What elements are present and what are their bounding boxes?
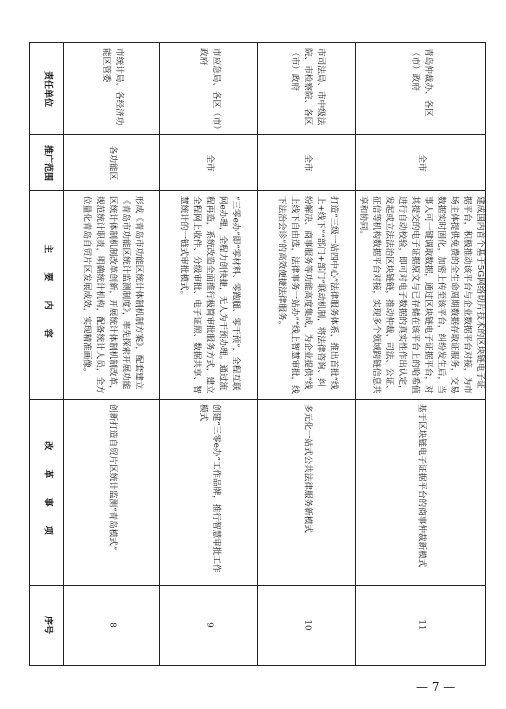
header-no: 序号 [30,585,64,665]
cell-no-row-9: 9 [160,585,258,665]
cell-no-row-10: 10 [258,585,356,665]
header-item: 改 革 事 项 [30,399,64,585]
header-scope: 推广范围 [30,135,64,191]
cell-item-row-9: 创建“三零e办”工作品牌，推行智慧审批工作模式 [160,399,258,585]
page-number: — 7 — [416,680,456,694]
cell-unit-row-9: 市应急局、各区（市）政府 [160,43,258,135]
cell-scope-row-8: 各功能区 [64,135,160,191]
cell-content-row-11: 建成国内首个基于5G网络切片技术的区块链电子证据平台，积极推动该平台与企业数据平台对接，为市场主体提供免费的全生命周期数据存取证服务，交易数据实时固化，加密上传至该平台，纠纷发生后，当事人可一键调取数据，通过区块链电子证据平台，对其提交的电子证据原文与已存储在该平台上的哈希值进行自动校验，即可对电子数据的真实性作出认定，发起或立法法治区块链链，推动仲裁、司法、公证、征信等机构数据平台对接，实现多个领域跨链信息共享和协同。 [356,191,486,399]
cell-scope-row-11: 全市 [356,135,486,191]
cell-no-row-11: 11 [356,585,486,665]
cell-scope-row-9: 全市 [160,135,258,191]
cell-item-row-11: 基于区块链电子证据平台的商事仲裁新模式 [356,399,486,585]
cell-item-row-10: 多元化一站式公共法律服务新模式 [258,399,356,585]
cell-unit-row-11: 青岛仲裁办、各区（市）政府 [356,43,486,135]
cell-unit-row-10: 市司法局、市中级法院、市检察院、各区（市）政府 [258,43,356,135]
header-content: 主 要 内 容 [30,191,64,399]
cell-content-row-9: “三零e办”即“零材料、零跑腿、零干预”，全程互联网e办理，全程力创快捷，无人为干预办理。通过流程再造，系统改造全面推行极简审批服务方式，建立全程网上收件、分级审批、电子证照、数据共享、智慧统计的一链式审批模式。 [160,191,258,399]
cell-item-row-8: 创新打造自贸片区统计监测“青岛模式” [64,399,160,585]
cell-scope-row-10: 全市 [258,135,356,191]
cell-content-row-10: 打造“三级一站四中心”法律服务体系，推出首批“线上+线下”“部门+部门”联动机制，将法律咨询、纠纷解决、商事服务等功能高度集成，为企业提供“线上线下自由选，法律事务一站办”“线上智慧审批，线下法治会诊”的高效便捷法律服务。 [258,191,356,399]
header-unit: 责任单位 [30,43,64,135]
cell-no-row-8: 8 [64,585,160,665]
reform-table [29,42,486,666]
cell-content-row-8: 形成《青岛市功能区统计体制机制方案》，配套建立《青岛市功能区统计监测制度》，率先探索开展功能区统计体制机制改革创新，开展统计体制机制改革，规范统计职责，明确统计机构，配备统计人员，全方位量化青岛自贸片区发展成效，实现精准画像。 [64,191,160,399]
cell-unit-row-8: 市统计局、各经济功能区管委 [64,43,160,135]
